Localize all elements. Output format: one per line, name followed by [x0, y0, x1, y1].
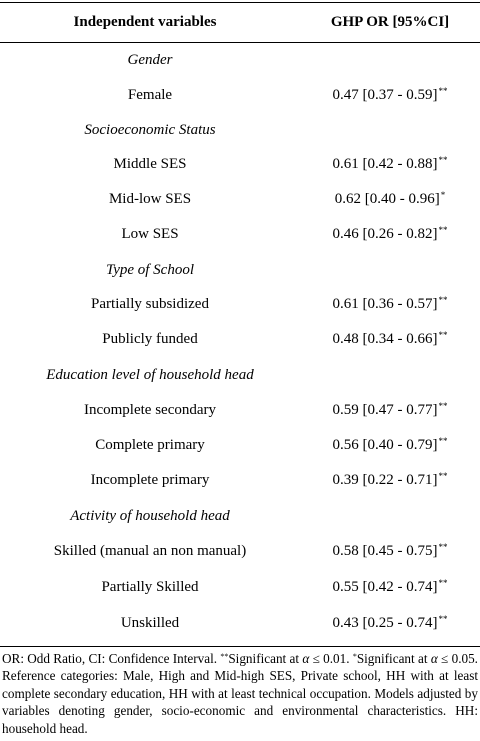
- row-value: 0.56 [0.40 - 0.79]**: [332, 436, 448, 453]
- table-row: [0, 80, 480, 110]
- row-label: Partially Skilled: [101, 579, 199, 595]
- group-heading: Type of School: [105, 262, 195, 278]
- row-label: Partially subsidized: [91, 296, 209, 312]
- row-label: Complete primary: [95, 437, 205, 453]
- significance-marker: **: [438, 330, 448, 340]
- group-heading: Gender: [127, 52, 173, 68]
- row-label: Incomplete primary: [90, 472, 210, 488]
- row-value: 0.62 [0.40 - 0.96]*: [334, 190, 446, 207]
- significance-marker: *: [352, 652, 357, 661]
- row-value: 0.55 [0.42 - 0.74]**: [332, 578, 448, 595]
- row-value: 0.43 [0.25 - 0.74]**: [332, 614, 448, 631]
- row-value: 0.61 [0.42 - 0.88]**: [332, 155, 448, 172]
- table-row: [0, 184, 480, 214]
- table-row: [0, 465, 480, 495]
- significance-marker: **: [438, 86, 448, 96]
- header-ghp-or: GHP OR [95%CI]: [330, 14, 450, 30]
- row-label: Mid-low SES: [108, 191, 192, 207]
- header-independent-variables: Independent variables: [73, 14, 217, 30]
- row-label: Female: [127, 87, 173, 103]
- row-value: 0.61 [0.36 - 0.57]**: [332, 295, 448, 312]
- row-value: 0.47 [0.37 - 0.59]**: [332, 86, 448, 103]
- table-row: [0, 149, 480, 179]
- significance-marker: **: [438, 436, 448, 446]
- table-header-row: [0, 7, 480, 37]
- row-label: Middle SES: [113, 156, 187, 172]
- significance-marker: **: [438, 401, 448, 411]
- table-row: [0, 572, 480, 602]
- significance-marker: **: [438, 155, 448, 165]
- table-row: [0, 430, 480, 460]
- row-value: 0.58 [0.45 - 0.75]**: [332, 542, 448, 559]
- significance-marker: **: [438, 471, 448, 481]
- significance-marker: **: [438, 578, 448, 588]
- table-top-rule: [0, 2, 480, 3]
- table-row: [0, 608, 480, 638]
- group-heading: Activity of household head: [70, 508, 230, 524]
- significance-marker: **: [438, 295, 448, 305]
- row-label: Incomplete secondary: [83, 402, 217, 418]
- row-label: Skilled (manual an non manual): [53, 543, 247, 559]
- table-footnote: OR: Odd Ratio, CI: Confidence Interval. **Significant at α ≤ 0.01. *Significant at α ≤ 0.05. Reference categories: Male, High and Mid-high SES, Private school, HH with at least complete secondary education, HH with at least technical occupation. Models adjusted by variables denoting gender, socio-economic and environmental characteristics. HH: household head.: [2, 651, 478, 736]
- row-label: Publicly funded: [102, 331, 198, 347]
- table-row: [0, 289, 480, 319]
- table-row: [0, 219, 480, 249]
- significance-marker: **: [438, 542, 448, 552]
- row-label: Low SES: [121, 226, 179, 242]
- row-value: 0.39 [0.22 - 0.71]**: [332, 471, 448, 488]
- table-row: [0, 536, 480, 566]
- significance-marker: **: [438, 225, 448, 235]
- significance-marker: **: [438, 614, 448, 624]
- header-bottom-rule: [0, 42, 480, 43]
- significance-marker: **: [220, 652, 229, 661]
- row-label: Unskilled: [120, 615, 180, 631]
- row-value: 0.59 [0.47 - 0.77]**: [332, 401, 448, 418]
- row-value: 0.48 [0.34 - 0.66]**: [332, 330, 448, 347]
- table-bottom-rule: [0, 646, 480, 647]
- group-heading: Education level of household head: [46, 367, 254, 383]
- significance-marker: *: [440, 190, 446, 200]
- group-heading: Socioeconomic Status: [84, 122, 216, 138]
- table-row: [0, 324, 480, 354]
- row-value: 0.46 [0.26 - 0.82]**: [332, 225, 448, 242]
- table-row: [0, 395, 480, 425]
